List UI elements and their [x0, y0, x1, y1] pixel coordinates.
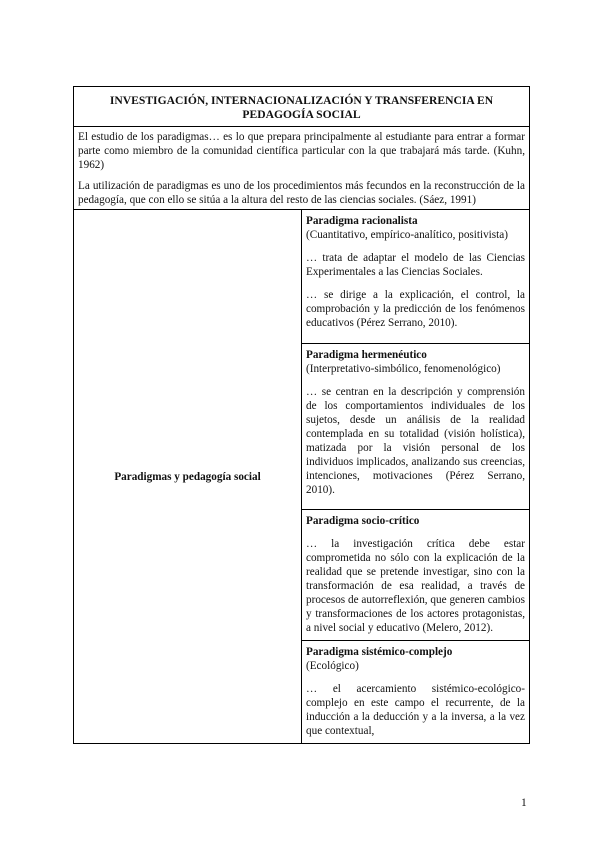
paradigm-quote: … se dirige a la explicación, el control, la comprobación y la predicción de los fenómenos educativos (Pérez Serrano, 2010). — [306, 289, 525, 329]
table-title: INVESTIGACIÓN, INTERNACIONALIZACIÓN Y TRANSFERENCIA EN PEDAGOGÍA SOCIAL — [74, 87, 530, 127]
paradigm-row-racionalista — [74, 210, 530, 344]
paradigm-quote: … se centran en la descripción y comprensión de los comportamientos individuales de los sujetos, desde un análisis de la realidad contemplada en su totalidad (visión holística), matizada por la visión personal de los individuos implicados, analizando sus creencias, intenciones, motivaciones (Pérez Serrano, 2010). — [306, 386, 525, 496]
paradigm-cell-hermeneutico — [302, 344, 530, 510]
intro-row — [74, 127, 530, 210]
paradigm-title: Paradigma sistémico-complejo — [306, 646, 453, 658]
paradigm-quote: … la investigación crítica debe estar comprometida no sólo con la explicación de la realidad que se pretende investigar, sino con la transformación de esa realidad, a través de procesos de autorreflexión, que generen cambios y transformaciones de los actores protagonistas, a nivel social y educativo (Melero, 2012). — [306, 538, 525, 634]
paradigm-title: Paradigma racionalista — [306, 215, 418, 227]
paradigm-cell-sociocritico — [302, 510, 530, 641]
paradigms-table — [73, 86, 530, 744]
intro-quote-kuhn: El estudio de los paradigmas… es lo que prepara principalmente al estudiante para entrar a formar parte como miembro de la comunidad científica particular con la que trabajará más tarde. (Kuhn, 1962) — [78, 131, 525, 171]
intro-cell — [74, 127, 530, 210]
paradigm-cell-racionalista — [302, 210, 530, 344]
paradigm-quote: … el acercamiento sistémico-ecológico-complejo en este campo el recurrente, de la inducción a la deducción y a la inversa, a la vez que contextual, — [306, 683, 525, 737]
paradigm-subtitle: (Cuantitativo, empírico-analítico, positivista) — [306, 229, 508, 241]
paradigm-subtitle: (Ecológico) — [306, 660, 359, 672]
title-row — [74, 87, 530, 127]
intro-quote-saez: La utilización de paradigmas es uno de los procedimientos más fecundos en la reconstrucción de la pedagogía, que con ello se sitúa a la altura del resto de las ciencias sociales. (Sáez, 1991) — [78, 180, 525, 206]
paradigm-subtitle: (Interpretativo-simbólico, fenomenológico) — [306, 363, 501, 375]
paradigm-title: Paradigma socio-crítico — [306, 515, 420, 527]
left-label: Paradigmas y pedagogía social — [74, 210, 302, 744]
paradigm-title: Paradigma hermenéutico — [306, 349, 427, 361]
page-number: 1 — [521, 797, 527, 809]
paradigm-quote: … trata de adaptar el modelo de las Ciencias Experimentales a las Ciencias Sociales. — [306, 252, 525, 278]
paradigm-cell-sistemico — [302, 641, 530, 744]
